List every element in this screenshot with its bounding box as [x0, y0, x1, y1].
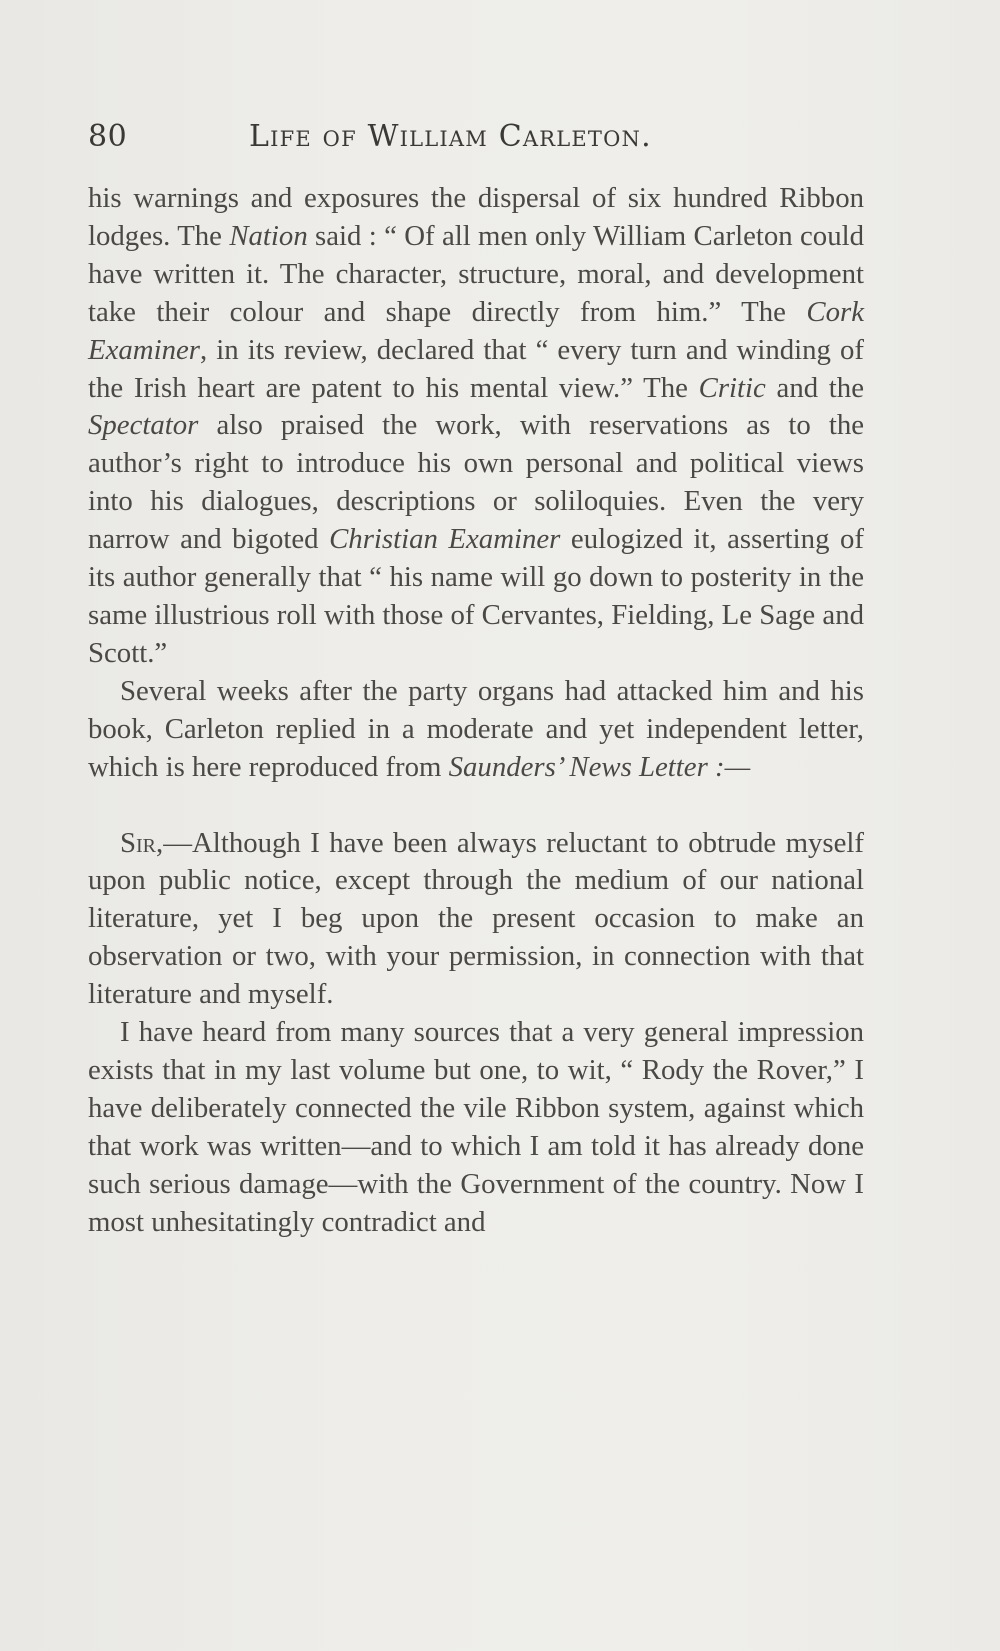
- text-run: I have heard from many sources that a very general impression exists that in my last volume but one, to wit, “ Rody the Rover,” I have deliberately connected the vile Ribbon system, against which that work was written—and to which I am told it has already done such serious damage—with the Government of the country. Now I most unhesitatingly contradict and: [88, 1016, 864, 1238]
- italic-title-nation: Nation: [229, 219, 308, 252]
- italic-title-spectator: Spectator: [88, 409, 199, 442]
- text-run: said : “ Of all men only William Carleton could have written it. The character, structure, moral, and development take their colour and shape directly from him.” The: [88, 219, 864, 328]
- paragraph-letter-opening: [88, 825, 864, 1015]
- text-run: also praised the work, with reservations as to the author’s right to introduce his own personal and political views into his dialogues, descriptions or soliloquies. Even the very narrow and bigoted: [88, 409, 864, 556]
- text-run: Several weeks after the party organs had attacked him and his book, Carleton replied in a moderate and yet independent letter, which is here reproduced from: [88, 674, 864, 783]
- running-title: Life of William Carleton.: [249, 119, 652, 154]
- paragraph-reviews: [88, 180, 864, 673]
- text-run: —Although I have been always reluctant to obtrude myself upon public notice, except through the medium of our national literature, yet I beg upon the present occasion to make an observation or two, with your permission, in connection with that literature and myself.: [88, 826, 864, 1011]
- italic-title-saunders-news-letter: Saunders’ News Letter :—: [448, 750, 751, 783]
- letter-salutation: Sir,: [120, 826, 164, 859]
- italic-title-critic: Critic: [698, 371, 766, 404]
- text-run: eulogized it, asserting of its author generally that “ his name will go down to posterity in the same illustrious roll with those of Cervantes, Fielding, Le Sage and Scott.”: [88, 523, 864, 669]
- page-number: 80: [88, 119, 128, 154]
- text-run: his warnings and exposures the dispersal of six hundred Ribbon lodges. The: [88, 182, 864, 252]
- text-run: and the: [765, 371, 864, 404]
- section-gap: [88, 787, 864, 825]
- body-text: [88, 180, 864, 1241]
- text-run: , in its review, declared that “ every turn and winding of the Irish heart are patent to his mental view.” The: [88, 333, 864, 404]
- italic-title-christian-examiner: Christian Examiner: [329, 523, 561, 556]
- paragraph-reply-intro: [88, 673, 864, 787]
- running-header: [88, 112, 888, 162]
- italic-title-cork-examiner: Cork Examiner: [88, 295, 864, 366]
- paragraph-letter-body: [88, 1014, 864, 1241]
